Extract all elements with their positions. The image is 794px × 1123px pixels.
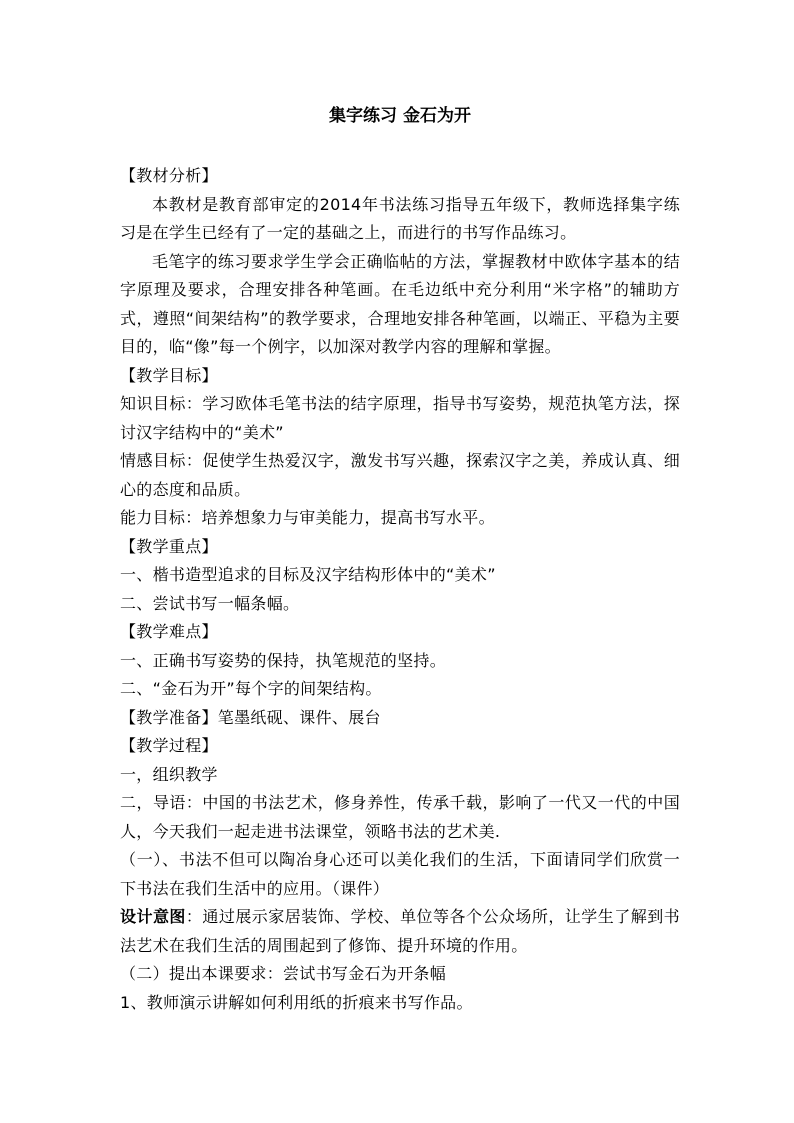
key-point-1: 一、楷书造型追求的目标及汉字结构形体中的“美术” <box>120 565 496 584</box>
process-step-3: （一）、书法不但可以陶冶身心还可以美化我们的生活，下面请同学们欣赏一下书法在我们生活中的应用。（课件） <box>120 850 680 898</box>
section-heading-process: 【教学过程】 <box>120 736 218 755</box>
section-heading-goals: 【教学目标】 <box>120 365 218 385</box>
design-intent-label: 设计意图 <box>120 907 186 926</box>
section-heading-difficulties: 【教学难点】 <box>120 622 218 641</box>
key-point-2: 二、尝试书写一幅条幅。 <box>120 593 300 613</box>
section-heading-key-points: 【教学重点】 <box>120 536 218 556</box>
process-step-5: 1、教师演示讲解如何利用纸的折痕来书写作品。 <box>120 992 473 1012</box>
paragraph-material-2: 毛笔字的练习要求学生学会正确临帖的方法，掌握教材中欧体字基本的结字原理及要求，合理安排各种笔画。在毛边纸中充分利用“米字格”的辅助方式，遵照“间架结构”的教学要求，合理地安排各种笔画，以端正、平稳为主要目的，临“像”每一个例字，以加深对教学内容的理解和掌握。 <box>120 251 680 356</box>
process-step-4: （二）提出本课要求：尝试书写金石为开条幅 <box>120 964 447 983</box>
paragraph-material-1: 本教材是教育部审定的2014年书法练习指导五年级下，教师选择集字练习是在学生已经有了一定的基础之上，而进行的书写作品练习。 <box>120 194 680 242</box>
design-intent <box>120 903 680 960</box>
process-step-1: 一，组织教学 <box>120 764 218 784</box>
design-intent-text: ：通过展示家居装饰、学校、单位等各个公众场所，让学生了解到书法艺术在我们生活的周围起到了修饰、提升环境的作用。 <box>120 907 680 955</box>
difficulty-1: 一、正确书写姿势的保持，执笔规范的坚持。 <box>120 650 447 670</box>
document-title: 集字练习 金石为开 <box>329 106 471 126</box>
goal-emotion: 情感目标：促使学生热爱汉字，激发书写兴趣，探索汉字之美，养成认真、细心的态度和品质。 <box>120 451 680 499</box>
difficulty-2: 二、“金石为开”每个字的间架结构。 <box>120 679 382 698</box>
section-preparation: 【教学准备】笔墨纸砚、课件、展台 <box>120 707 381 727</box>
goal-knowledge: 知识目标：学习欧体毛笔书法的结字原理，指导书写姿势，规范执笔方法，探讨汉字结构中的“美术” <box>120 394 680 442</box>
process-step-2: 二，导语：中国的书法艺术，修身养性，传承千载，影响了一代又一代的中国人，今天我们一起走进书法课堂，领略书法的艺术美. <box>120 793 680 841</box>
document-page <box>120 100 680 1017</box>
goal-ability: 能力目标：培养想象力与审美能力，提高书写水平。 <box>120 508 495 527</box>
section-heading-material-analysis: 【教材分析】 <box>120 166 218 185</box>
